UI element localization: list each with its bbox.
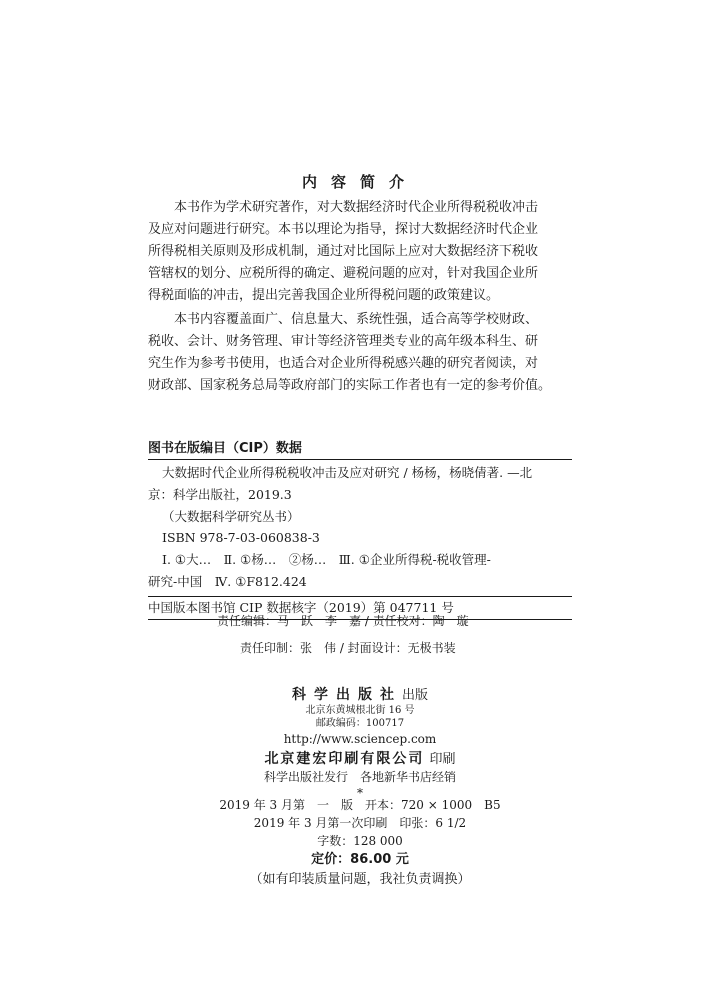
- cip-line-series: （大数据科学研究丛书）: [162, 508, 300, 524]
- cip-line-classification: 研究-中国 Ⅳ. ①F812.424: [148, 573, 307, 589]
- printer-suffix: 印刷: [429, 752, 456, 767]
- cip-data-block: [148, 437, 572, 620]
- cip-record: [148, 460, 572, 596]
- quality-notice: （如有印装质量问题，我社负责调换）: [249, 872, 471, 887]
- abstract-title: 内容简介: [301, 173, 418, 191]
- publisher-suffix: 出版: [401, 688, 428, 703]
- cip-catalog-number: 中国版本图书馆 CIP 数据核字（2019）第 047711 号: [148, 596, 572, 620]
- publisher-postcode: 邮政编码：100717: [315, 718, 405, 729]
- edition-specs: [0, 796, 720, 890]
- printing-line: 2019 年 3 月第一次印刷 印张：6 1/2: [253, 816, 467, 830]
- separator-star: *: [357, 786, 363, 800]
- printer-name: 北京建宏印刷有限公司: [264, 751, 425, 767]
- printer-line: [0, 748, 720, 768]
- price: 定价：86.00 元: [311, 852, 409, 867]
- publisher-block: [0, 684, 720, 800]
- editor-credit-line: 责任编辑：马 跃 李 嘉 / 责任校对：陶 璇: [217, 614, 469, 628]
- cip-line-imprint: 京：科学出版社，2019.3: [148, 486, 292, 502]
- abstract-body: [148, 197, 572, 397]
- abstract-paragraph-2: 本书内容覆盖面广、信息量大、系统性强，适合高等学校财政、 税收、会计、财务管理、审计等经济管理类专业的高年级本科生、研 究生作为参考书使用，也适合对企业所得税感兴趣的研究者阅读，对 财政部、国家税务总局等政府部门的实际工作者也有一定的参考价值。: [148, 312, 552, 393]
- publisher-line: [0, 684, 720, 704]
- cip-heading: 图书在版编目（CIP）数据: [148, 437, 572, 460]
- cip-line-title: 大数据时代企业所得税税收冲击及应对研究 / 杨杨，杨晓倩著. —北: [162, 465, 533, 480]
- publisher-name: 科学出版社: [291, 687, 402, 703]
- edition-line: 2019 年 3 月第 一 版 开本：720 × 1000 B5: [219, 798, 501, 812]
- publisher-address: 北京东黄城根北街 16 号: [305, 705, 415, 716]
- distribution-line: 科学出版社发行 各地新华书店经销: [263, 770, 456, 784]
- abstract-paragraph-1: 本书作为学术研究著作，对大数据经济时代企业所得税税收冲击 及应对问题进行研究。本书以理论为指导，探讨大数据经济时代企业 所得税相关原则及形成机制，通过对比国际上应对大数据经济下税收 管辖权的划分、应税所得的确定、避税问题的应对，针对我国企业所 得税面临的冲击，提出完善我国企业所得税问题的政策建议。: [148, 200, 539, 303]
- publisher-url: http://www.sciencep.com: [283, 732, 437, 746]
- cip-line-subjects: Ⅰ. ①大… Ⅱ. ①杨… ②杨… Ⅲ. ①企业所得税-税收管理-: [162, 552, 491, 568]
- print-credit-line: 责任印制：张 伟 / 封面设计：无极书装: [240, 641, 456, 655]
- cip-line-isbn: ISBN 978-7-03-060838-3: [162, 530, 320, 546]
- word-count: 字数：128 000: [317, 834, 403, 848]
